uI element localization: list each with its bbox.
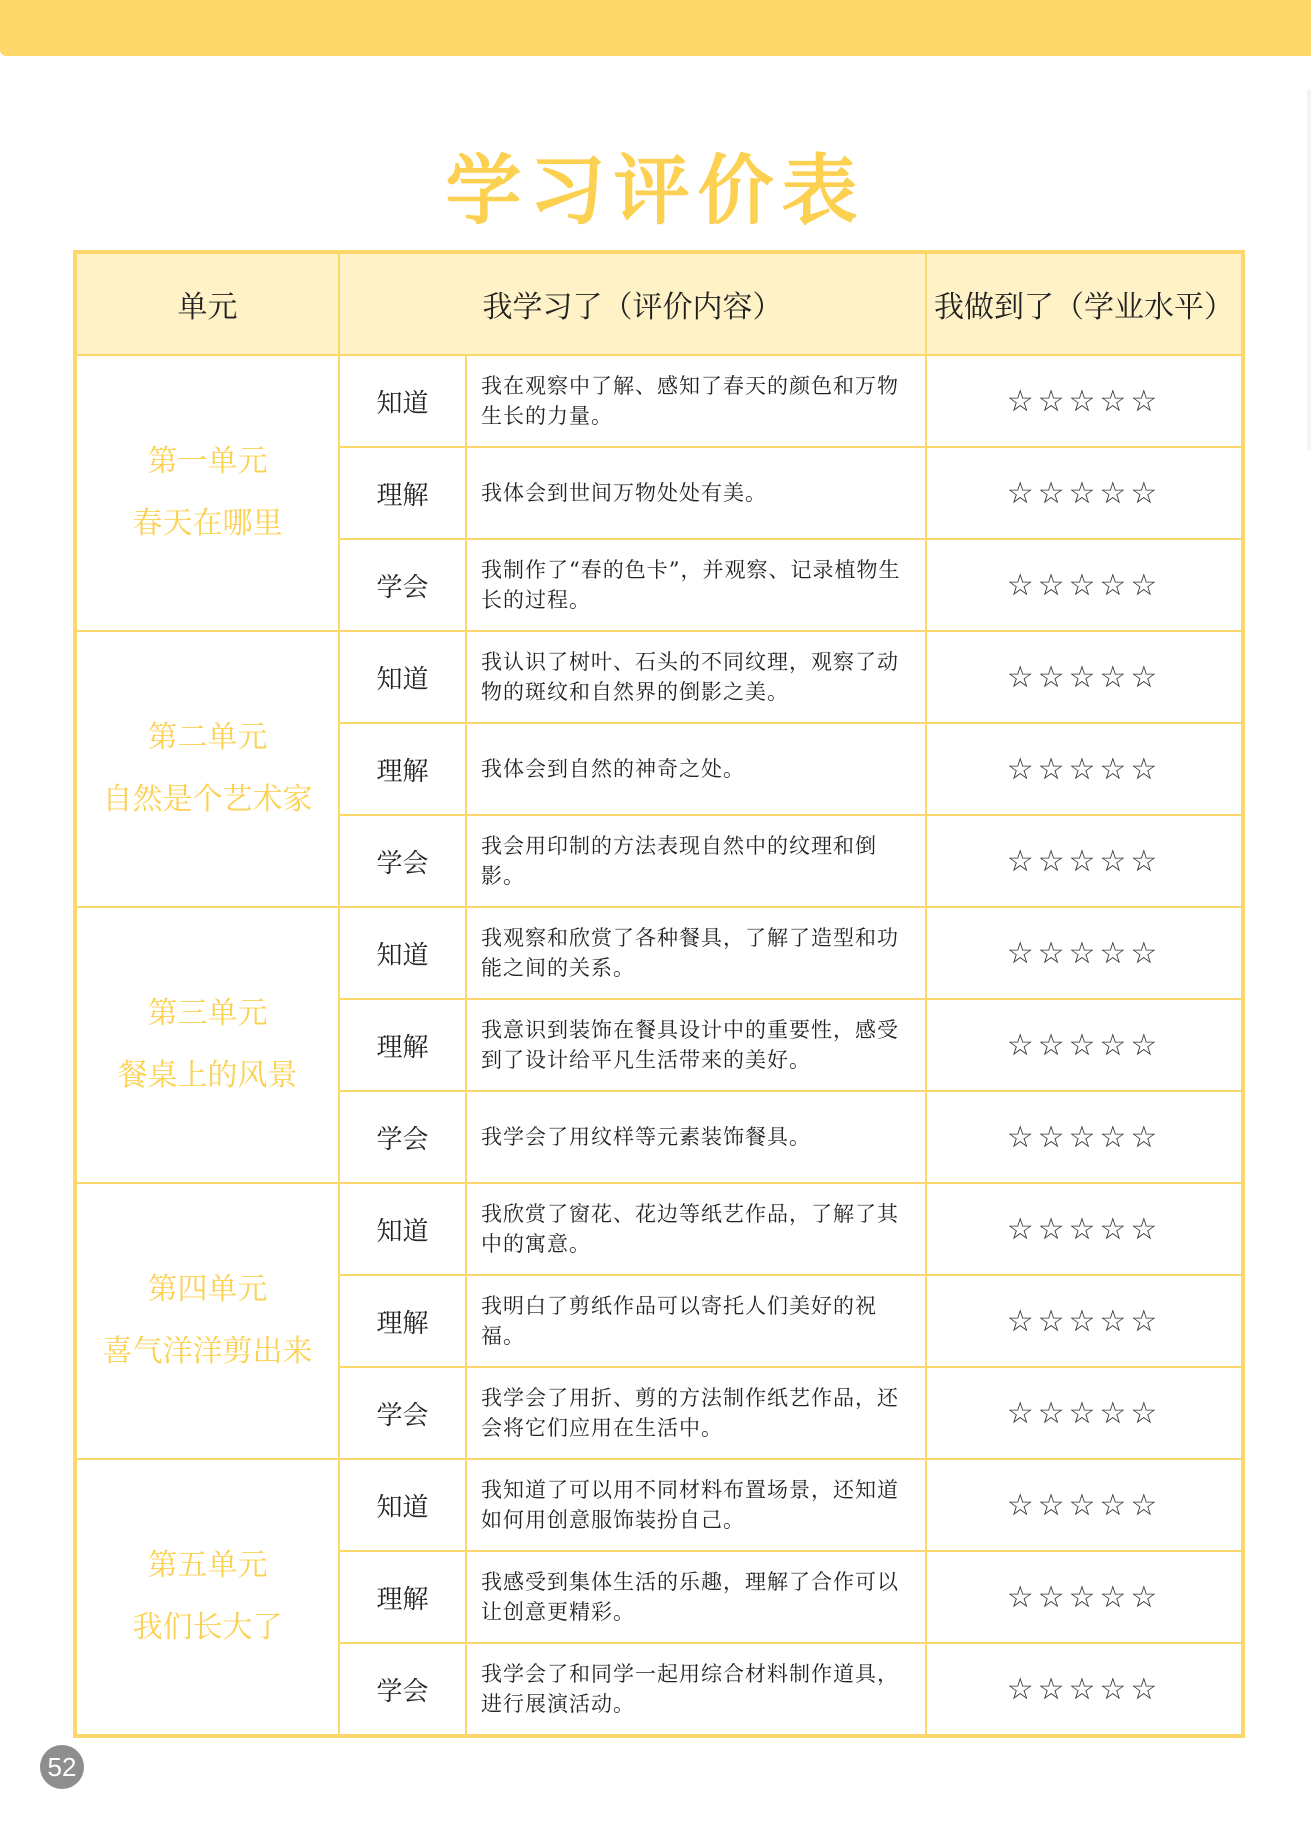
evaluation-content: 我观察和欣赏了各种餐具，了解了造型和功能之间的关系。	[466, 907, 926, 999]
unit-name: 餐桌上的风景	[117, 1058, 298, 1093]
evaluation-content: 我学会了用折、剪的方法制作纸艺作品，还会将它们应用在生活中。	[466, 1367, 926, 1459]
evaluation-content: 我明白了剪纸作品可以寄托人们美好的祝福。	[466, 1275, 926, 1367]
star-rating[interactable]: ☆☆☆☆☆	[926, 1091, 1243, 1183]
star-rating[interactable]: ☆☆☆☆☆	[926, 1459, 1243, 1551]
page-title: 学习评价表	[445, 146, 866, 235]
level-label: 知道	[339, 1183, 466, 1275]
unit-number: 第一单元	[147, 444, 268, 479]
table-row	[75, 907, 1243, 999]
header-level: 我做到了（学业水平）	[926, 252, 1243, 355]
star-rating[interactable]: ☆☆☆☆☆	[926, 723, 1243, 815]
level-label: 学会	[339, 539, 466, 631]
evaluation-content: 我知道了可以用不同材料布置场景，还知道如何用创意服饰装扮自己。	[466, 1459, 926, 1551]
level-label: 学会	[339, 1091, 466, 1183]
evaluation-content: 我会用印制的方法表现自然中的纹理和倒影。	[466, 815, 926, 907]
star-rating[interactable]: ☆☆☆☆☆	[926, 1275, 1243, 1367]
evaluation-content: 我欣赏了窗花、花边等纸艺作品，了解了其中的寓意。	[466, 1183, 926, 1275]
header-content: 我学习了（评价内容）	[339, 252, 926, 355]
table-row	[75, 1183, 1243, 1275]
unit-cell	[75, 631, 339, 907]
unit-name: 喜气洋洋剪出来	[102, 1334, 313, 1369]
unit-number: 第五单元	[147, 1548, 268, 1583]
level-label: 知道	[339, 1459, 466, 1551]
unit-cell	[75, 907, 339, 1183]
level-label: 学会	[339, 1367, 466, 1459]
header-unit: 单元	[75, 252, 339, 355]
level-label: 理解	[339, 723, 466, 815]
evaluation-content: 我学会了和同学一起用综合材料制作道具，进行展演活动。	[466, 1643, 926, 1736]
table-body	[75, 355, 1243, 1736]
table-row	[75, 355, 1243, 447]
star-rating[interactable]: ☆☆☆☆☆	[926, 631, 1243, 723]
top-decor-band	[0, 0, 1311, 56]
star-rating[interactable]: ☆☆☆☆☆	[926, 1551, 1243, 1643]
level-label: 理解	[339, 1551, 466, 1643]
level-label: 学会	[339, 815, 466, 907]
evaluation-table	[73, 250, 1245, 1738]
unit-name: 春天在哪里	[132, 506, 283, 541]
star-rating[interactable]: ☆☆☆☆☆	[926, 999, 1243, 1091]
unit-name: 我们长大了	[132, 1610, 283, 1645]
level-label: 理解	[339, 1275, 466, 1367]
unit-number: 第四单元	[147, 1272, 268, 1307]
star-rating[interactable]: ☆☆☆☆☆	[926, 1183, 1243, 1275]
star-rating[interactable]: ☆☆☆☆☆	[926, 1643, 1243, 1736]
table-row	[75, 1459, 1243, 1551]
evaluation-content: 我意识到装饰在餐具设计中的重要性，感受到了设计给平凡生活带来的美好。	[466, 999, 926, 1091]
evaluation-content: 我制作了“春的色卡”，并观察、记录植物生长的过程。	[466, 539, 926, 631]
evaluation-content: 我在观察中了解、感知了春天的颜色和万物生长的力量。	[466, 355, 926, 447]
evaluation-content: 我体会到世间万物处处有美。	[466, 447, 926, 539]
star-rating[interactable]: ☆☆☆☆☆	[926, 1367, 1243, 1459]
level-label: 知道	[339, 631, 466, 723]
evaluation-content: 我认识了树叶、石头的不同纹理，观察了动物的斑纹和自然界的倒影之美。	[466, 631, 926, 723]
unit-cell	[75, 355, 339, 631]
evaluation-content: 我感受到集体生活的乐趣，理解了合作可以让创意更精彩。	[466, 1551, 926, 1643]
unit-number: 第三单元	[147, 996, 268, 1031]
star-rating[interactable]: ☆☆☆☆☆	[926, 447, 1243, 539]
level-label: 学会	[339, 1643, 466, 1736]
star-rating[interactable]: ☆☆☆☆☆	[926, 815, 1243, 907]
unit-cell	[75, 1183, 339, 1459]
level-label: 知道	[339, 355, 466, 447]
star-rating[interactable]: ☆☆☆☆☆	[926, 539, 1243, 631]
evaluation-content: 我学会了用纹样等元素装饰餐具。	[466, 1091, 926, 1183]
page-number: 52	[40, 1745, 84, 1789]
unit-number: 第二单元	[147, 720, 268, 755]
level-label: 理解	[339, 999, 466, 1091]
level-label: 知道	[339, 907, 466, 999]
star-rating[interactable]: ☆☆☆☆☆	[926, 355, 1243, 447]
star-rating[interactable]: ☆☆☆☆☆	[926, 907, 1243, 999]
table-header	[75, 252, 1243, 355]
evaluation-content: 我体会到自然的神奇之处。	[466, 723, 926, 815]
table-row	[75, 631, 1243, 723]
unit-cell	[75, 1459, 339, 1736]
level-label: 理解	[339, 447, 466, 539]
unit-name: 自然是个艺术家	[102, 782, 313, 817]
